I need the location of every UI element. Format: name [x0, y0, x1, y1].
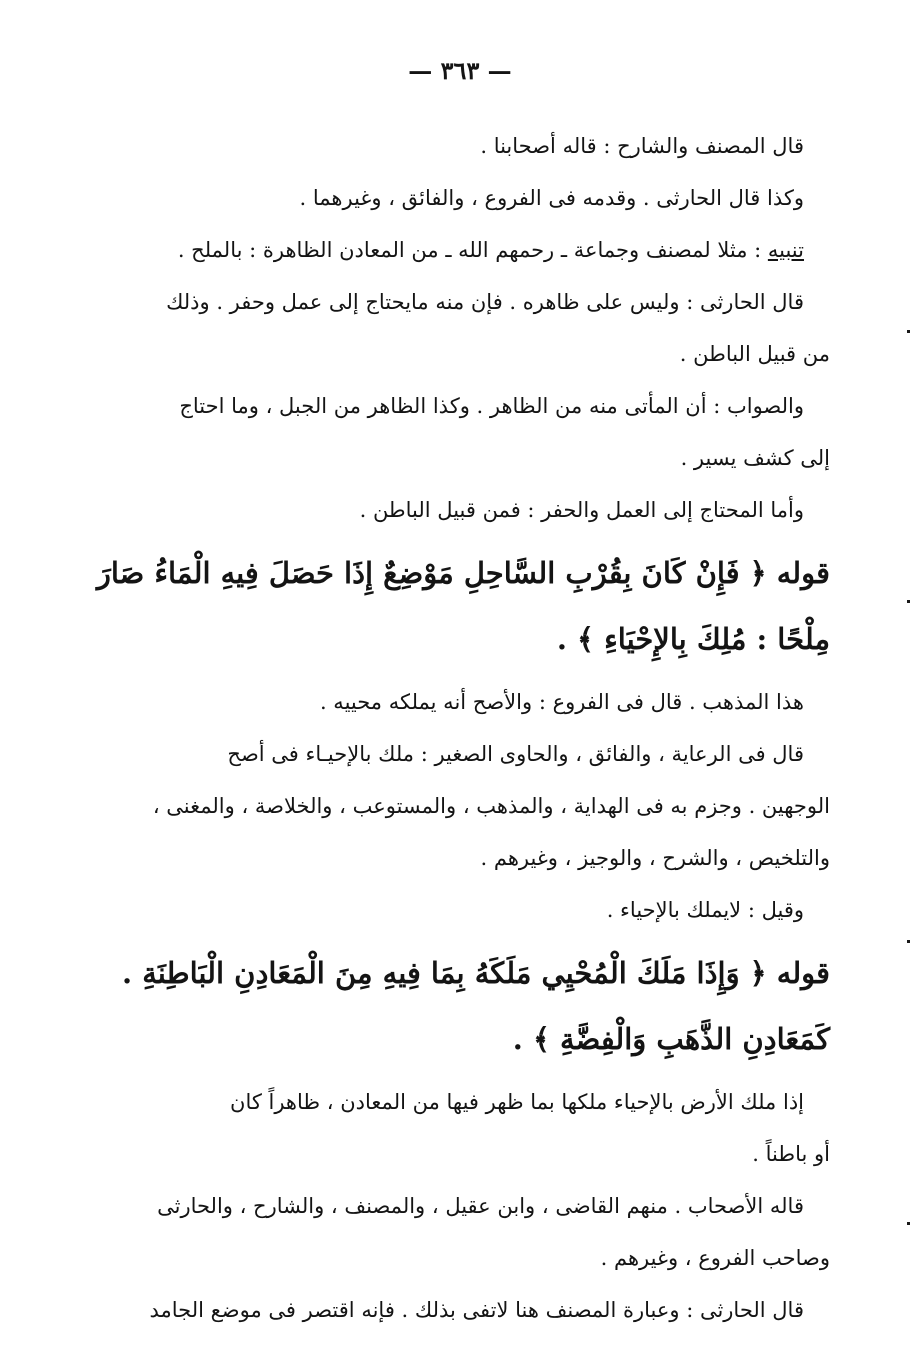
text-line: من قبيل الباطن . — [679, 342, 830, 366]
text-line: وكذا قال الحارثى . وقدمه فى الفروع ، والفائق ، وغيرهما . — [299, 186, 804, 210]
paragraph — [188, 1076, 830, 1180]
margin-mark — [907, 330, 910, 333]
paragraph — [166, 276, 830, 380]
text-line: أو باطناً . — [752, 1142, 830, 1166]
paragraph — [179, 380, 830, 484]
paragraph — [152, 728, 830, 884]
quote-line: قوله ﴿ وَإِذَا مَلَكَ الْمُحْيِي مَلَكَهُ بِمَا فِيهِ مِنَ الْمَعَادِنِ الْبَاطِنَةِ . — [122, 956, 830, 990]
text-line: هذا المذهب . قال فى الفروع : والأصح أنه يملكه محييه . — [319, 690, 804, 714]
paragraph — [188, 676, 830, 728]
text-line: والتلخيص ، والشرح ، والوجيز ، وغيرهم . — [480, 846, 830, 870]
paragraph — [188, 484, 830, 536]
text-line: إلى كشف يسير . — [680, 446, 830, 470]
quote-line: قوله ﴿ فَإِنْ كَانَ بِقُرْبِ السَّاحِلِ مَوْضِعٌ إِذَا حَصَلَ فِيهِ الْمَاءُ صَارَ — [96, 556, 830, 590]
paragraph — [177, 224, 830, 276]
margin-mark — [907, 1222, 910, 1225]
paragraph — [157, 1180, 830, 1284]
text-line: وأما المحتاج إلى العمل والحفر : فمن قبيل الباطن . — [359, 498, 804, 522]
text-line: وصاحب الفروع ، وغيرهم . — [600, 1246, 830, 1270]
paragraph — [188, 120, 830, 172]
note-text: : مثلا لمصنف وجماعة ـ رحمهم الله ـ من المعادن الظاهرة : بالملح . — [177, 238, 768, 262]
paragraph — [188, 172, 830, 224]
text-line: والصواب : أن المأتى منه من الظاهر . وكذا الظاهر من الجبل ، وما احتاج — [179, 394, 804, 418]
text-line: الوجهين . وجزم به فى الهداية ، والمذهب ، والمستوعب ، والخلاصة ، والمغنى ، — [152, 794, 830, 818]
margin-mark — [907, 940, 910, 943]
margin-mark — [907, 600, 910, 603]
text-line: قال فى الرعاية ، والفائق ، والحاوى الصغير : ملك بالإحيـاء فى أصح — [227, 742, 804, 766]
paragraph — [149, 1284, 830, 1336]
text-line — [177, 224, 830, 276]
text-line: قاله الأصحاب . منهم القاضى ، وابن عقيل ، والمصنف ، والشارح ، والحارثى — [157, 1194, 804, 1218]
text-line: وقيل : لايملك بالإحياء . — [606, 898, 804, 922]
note-label: تنبيه — [767, 238, 804, 262]
quote-line: مِلْحًا : مُلِكَ بِالإِحْيَاءِ ﴾ . — [556, 622, 830, 656]
quoted-text — [96, 540, 830, 672]
paragraph — [188, 884, 830, 936]
text-line: إذا ملك الأرض بالإحياء ملكها بما ظهر فيها من المعادن ، ظاهراً كان — [230, 1090, 804, 1114]
text-line: قال الحارثى : وليس على ظاهره . فإن منه مايحتاج إلى عمل وحفر . وذلك — [166, 290, 804, 314]
text-line: قال المصنف والشارح : قاله أصحابنا . — [480, 134, 804, 158]
page-body — [96, 120, 830, 1336]
quoted-text — [122, 940, 830, 1072]
page-number: — ٣٦٣ — — [408, 56, 512, 85]
text-line: قال الحارثى : وعبارة المصنف هنا لاتفى بذلك . فإنه اقتصر فى موضع الجامد — [149, 1298, 804, 1322]
quote-line: كَمَعَادِنِ الذَّهَبِ وَالْفِضَّةِ ﴾ . — [512, 1022, 830, 1056]
